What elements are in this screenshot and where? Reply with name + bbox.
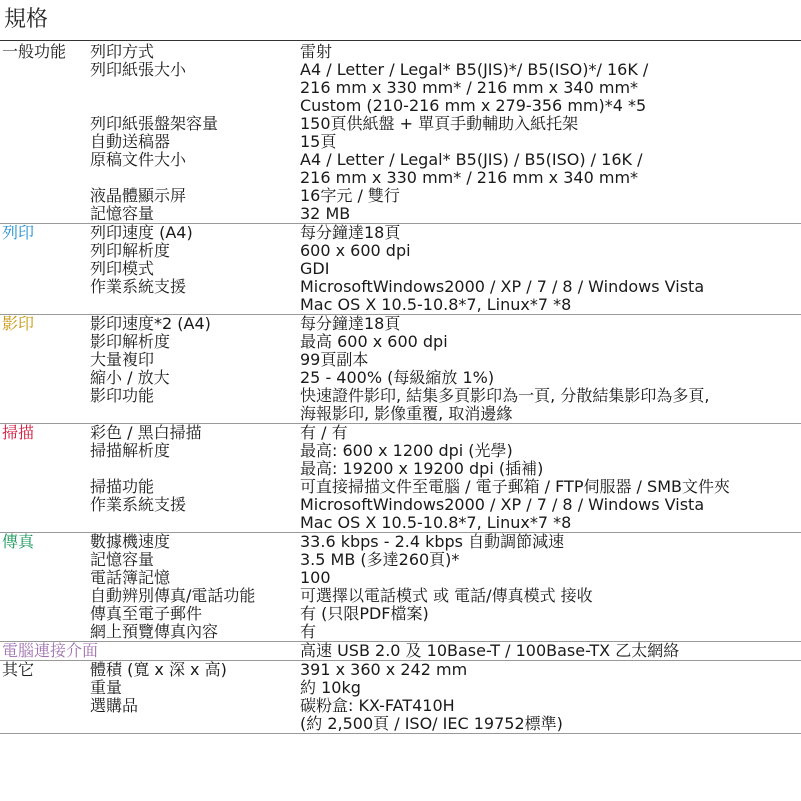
feature-name: 原稿文件大小 (90, 150, 187, 169)
feature-name: 選購品 (90, 696, 139, 715)
spec-table (0, 43, 801, 734)
section-label: 掃描 (2, 423, 35, 442)
feature-value: 33.6 kbps - 2.4 kbps 自動調節減速 (300, 532, 565, 551)
feature-value: A4 / Letter / Legal* B5(JIS) / B5(ISO) / 16K / (300, 150, 643, 169)
spec-row (0, 533, 801, 551)
feature-value: Mac OS X 10.5-10.8*7, Linux*7 *8 (300, 513, 572, 532)
feature-values (300, 315, 801, 333)
feature-value: 最高: 600 x 1200 dpi (光學) (300, 441, 513, 460)
feature-name: 傳真至電子郵件 (90, 604, 203, 623)
feature-name: 自動送稿器 (90, 132, 171, 151)
feature-name: 掃描功能 (90, 477, 155, 496)
feature-name: 重量 (90, 678, 123, 697)
feature-values (300, 133, 801, 151)
feature-value: 海報影印, 影像重覆, 取消邊緣 (300, 404, 513, 423)
feature-name: 作業系統支援 (90, 495, 187, 514)
feature-name: 記憶容量 (90, 204, 155, 223)
section-label: 其它 (2, 660, 35, 679)
feature-name: 影印解析度 (90, 332, 171, 351)
spec-section (0, 424, 801, 533)
spec-row (0, 351, 801, 369)
feature-value: GDI (300, 259, 330, 278)
feature-values (300, 679, 801, 697)
feature-name: 列印紙張盤架容量 (90, 114, 219, 133)
feature-values (300, 242, 801, 260)
feature-values (300, 533, 801, 551)
page-title: 規格 (4, 7, 49, 32)
spec-row (0, 205, 801, 223)
spec-section (0, 315, 801, 424)
feature-values (300, 43, 801, 61)
spec-row (0, 569, 801, 587)
spec-section (0, 533, 801, 642)
spec-row (0, 43, 801, 61)
feature-values (300, 260, 801, 278)
feature-values (300, 278, 801, 314)
feature-value: 可直接掃描文件至電腦 / 電子郵箱 / FTP伺服器 / SMB文件夾 (300, 477, 730, 496)
feature-value: 32 MB (300, 204, 351, 223)
feature-value: MicrosoftWindows2000 / XP / 7 / 8 / Windows Vista (300, 495, 705, 514)
feature-values (300, 478, 801, 496)
feature-values (300, 424, 801, 442)
feature-name: 網上預覽傳真內容 (90, 622, 219, 641)
spec-section (0, 642, 801, 661)
feature-name: 作業系統支援 (90, 277, 187, 296)
feature-name: 記憶容量 (90, 550, 155, 569)
feature-values (300, 187, 801, 205)
spec-row (0, 278, 801, 314)
feature-value: 600 x 600 dpi (300, 241, 411, 260)
feature-value: MicrosoftWindows2000 / XP / 7 / 8 / Windows Vista (300, 277, 705, 296)
feature-values (300, 697, 801, 733)
feature-values (300, 224, 801, 242)
spec-row (0, 133, 801, 151)
feature-values (300, 205, 801, 223)
feature-name: 縮小 / 放大 (90, 368, 170, 387)
section-label: 影印 (2, 314, 35, 333)
feature-name: 液晶體顯示屏 (90, 186, 187, 205)
feature-value: 每分鐘達18頁 (300, 314, 401, 333)
feature-name: 影印功能 (90, 386, 155, 405)
feature-name: 體積 (寬 x 深 x 高) (90, 660, 227, 679)
feature-values (300, 496, 801, 532)
feature-values (300, 605, 801, 623)
spec-row (0, 260, 801, 278)
feature-value: Mac OS X 10.5-10.8*7, Linux*7 *8 (300, 295, 572, 314)
spec-row (0, 551, 801, 569)
feature-name: 影印速度*2 (A4) (90, 314, 211, 333)
feature-value: 高速 USB 2.0 及 10Base-T / 100Base-TX 乙太網絡 (300, 641, 680, 660)
section-label: 列印 (2, 223, 35, 242)
spec-row (0, 242, 801, 260)
feature-values (300, 151, 801, 187)
feature-name: 列印紙張大小 (90, 60, 187, 79)
feature-values (300, 661, 801, 679)
feature-values (300, 61, 801, 115)
feature-name: 列印方式 (90, 42, 155, 61)
feature-name: 列印模式 (90, 259, 155, 278)
spec-row (0, 642, 801, 660)
feature-value: 有 / 有 (300, 423, 348, 442)
feature-name: 大量複印 (90, 350, 155, 369)
feature-value: 快速證件影印, 結集多頁影印為一頁, 分散結集影印為多頁, (300, 386, 710, 405)
feature-value: 最高: 19200 x 19200 dpi (插補) (300, 459, 544, 478)
section-label: 傳真 (2, 532, 35, 551)
spec-row (0, 315, 801, 333)
feature-value: 25 - 400% (每級縮放 1%) (300, 368, 495, 387)
feature-name: 掃描解析度 (90, 441, 171, 460)
spec-row (0, 679, 801, 697)
spec-row (0, 369, 801, 387)
feature-value: (約 2,500頁 / ISO/ IEC 19752標準) (300, 714, 563, 733)
feature-value: 每分鐘達18頁 (300, 223, 401, 242)
feature-name: 電話簿記憶 (90, 568, 171, 587)
feature-value: 雷射 (300, 42, 333, 61)
feature-values (300, 551, 801, 569)
feature-name: 自動辨別傳真/電話功能 (90, 586, 256, 605)
feature-values (300, 587, 801, 605)
feature-value: Custom (210-216 mm x 279-356 mm)*4 *5 (300, 96, 647, 115)
feature-name: 數據機速度 (90, 532, 171, 551)
feature-value: A4 / Letter / Legal* B5(JIS)*/ B5(ISO)*/ 16K / (300, 60, 649, 79)
spec-row (0, 605, 801, 623)
feature-value: 99頁副本 (300, 350, 369, 369)
feature-values (300, 387, 801, 423)
feature-value: 可選擇以電話模式 或 電話/傳真模式 接收 (300, 586, 593, 605)
spec-section (0, 224, 801, 315)
feature-values (300, 623, 801, 641)
feature-value: 216 mm x 330 mm* / 216 mm x 340 mm* (300, 78, 639, 97)
spec-row (0, 442, 801, 478)
spec-row (0, 151, 801, 187)
feature-value: 有 (只限PDF檔案) (300, 604, 429, 623)
spec-row (0, 61, 801, 115)
feature-values (300, 642, 801, 660)
feature-value: 15頁 (300, 132, 337, 151)
feature-value: 216 mm x 330 mm* / 216 mm x 340 mm* (300, 168, 639, 187)
feature-values (300, 569, 801, 587)
spec-row (0, 661, 801, 679)
section-label: 電腦連接介面 (2, 641, 99, 660)
spec-row (0, 623, 801, 641)
spec-row (0, 587, 801, 605)
feature-value: 約 10kg (300, 678, 361, 697)
feature-value: 150頁供紙盤 + 單頁手動輔助入紙托架 (300, 114, 579, 133)
spec-row (0, 424, 801, 442)
spec-row (0, 115, 801, 133)
feature-value: 碳粉盒: KX-FAT410H (300, 696, 455, 715)
feature-values (300, 369, 801, 387)
feature-value: 最高 600 x 600 dpi (300, 332, 448, 351)
feature-values (300, 351, 801, 369)
feature-value: 16字元 / 雙行 (300, 186, 400, 205)
feature-value: 有 (300, 622, 317, 641)
spec-row (0, 187, 801, 205)
spec-section (0, 661, 801, 734)
spec-row (0, 387, 801, 423)
spec-row (0, 496, 801, 532)
feature-value: 3.5 MB (多達260頁)* (300, 550, 460, 569)
feature-name: 列印解析度 (90, 241, 171, 260)
feature-name: 列印速度 (A4) (90, 223, 193, 242)
feature-values (300, 115, 801, 133)
spec-section (0, 43, 801, 224)
spec-row (0, 478, 801, 496)
spec-row (0, 224, 801, 242)
feature-value: 100 (300, 568, 331, 587)
feature-values (300, 333, 801, 351)
feature-value: 391 x 360 x 242 mm (300, 660, 468, 679)
feature-name: 彩色 / 黑白掃描 (90, 423, 202, 442)
spec-row (0, 697, 801, 733)
feature-values (300, 442, 801, 478)
section-label: 一般功能 (2, 42, 67, 61)
title-divider (0, 40, 801, 41)
spec-row (0, 333, 801, 351)
